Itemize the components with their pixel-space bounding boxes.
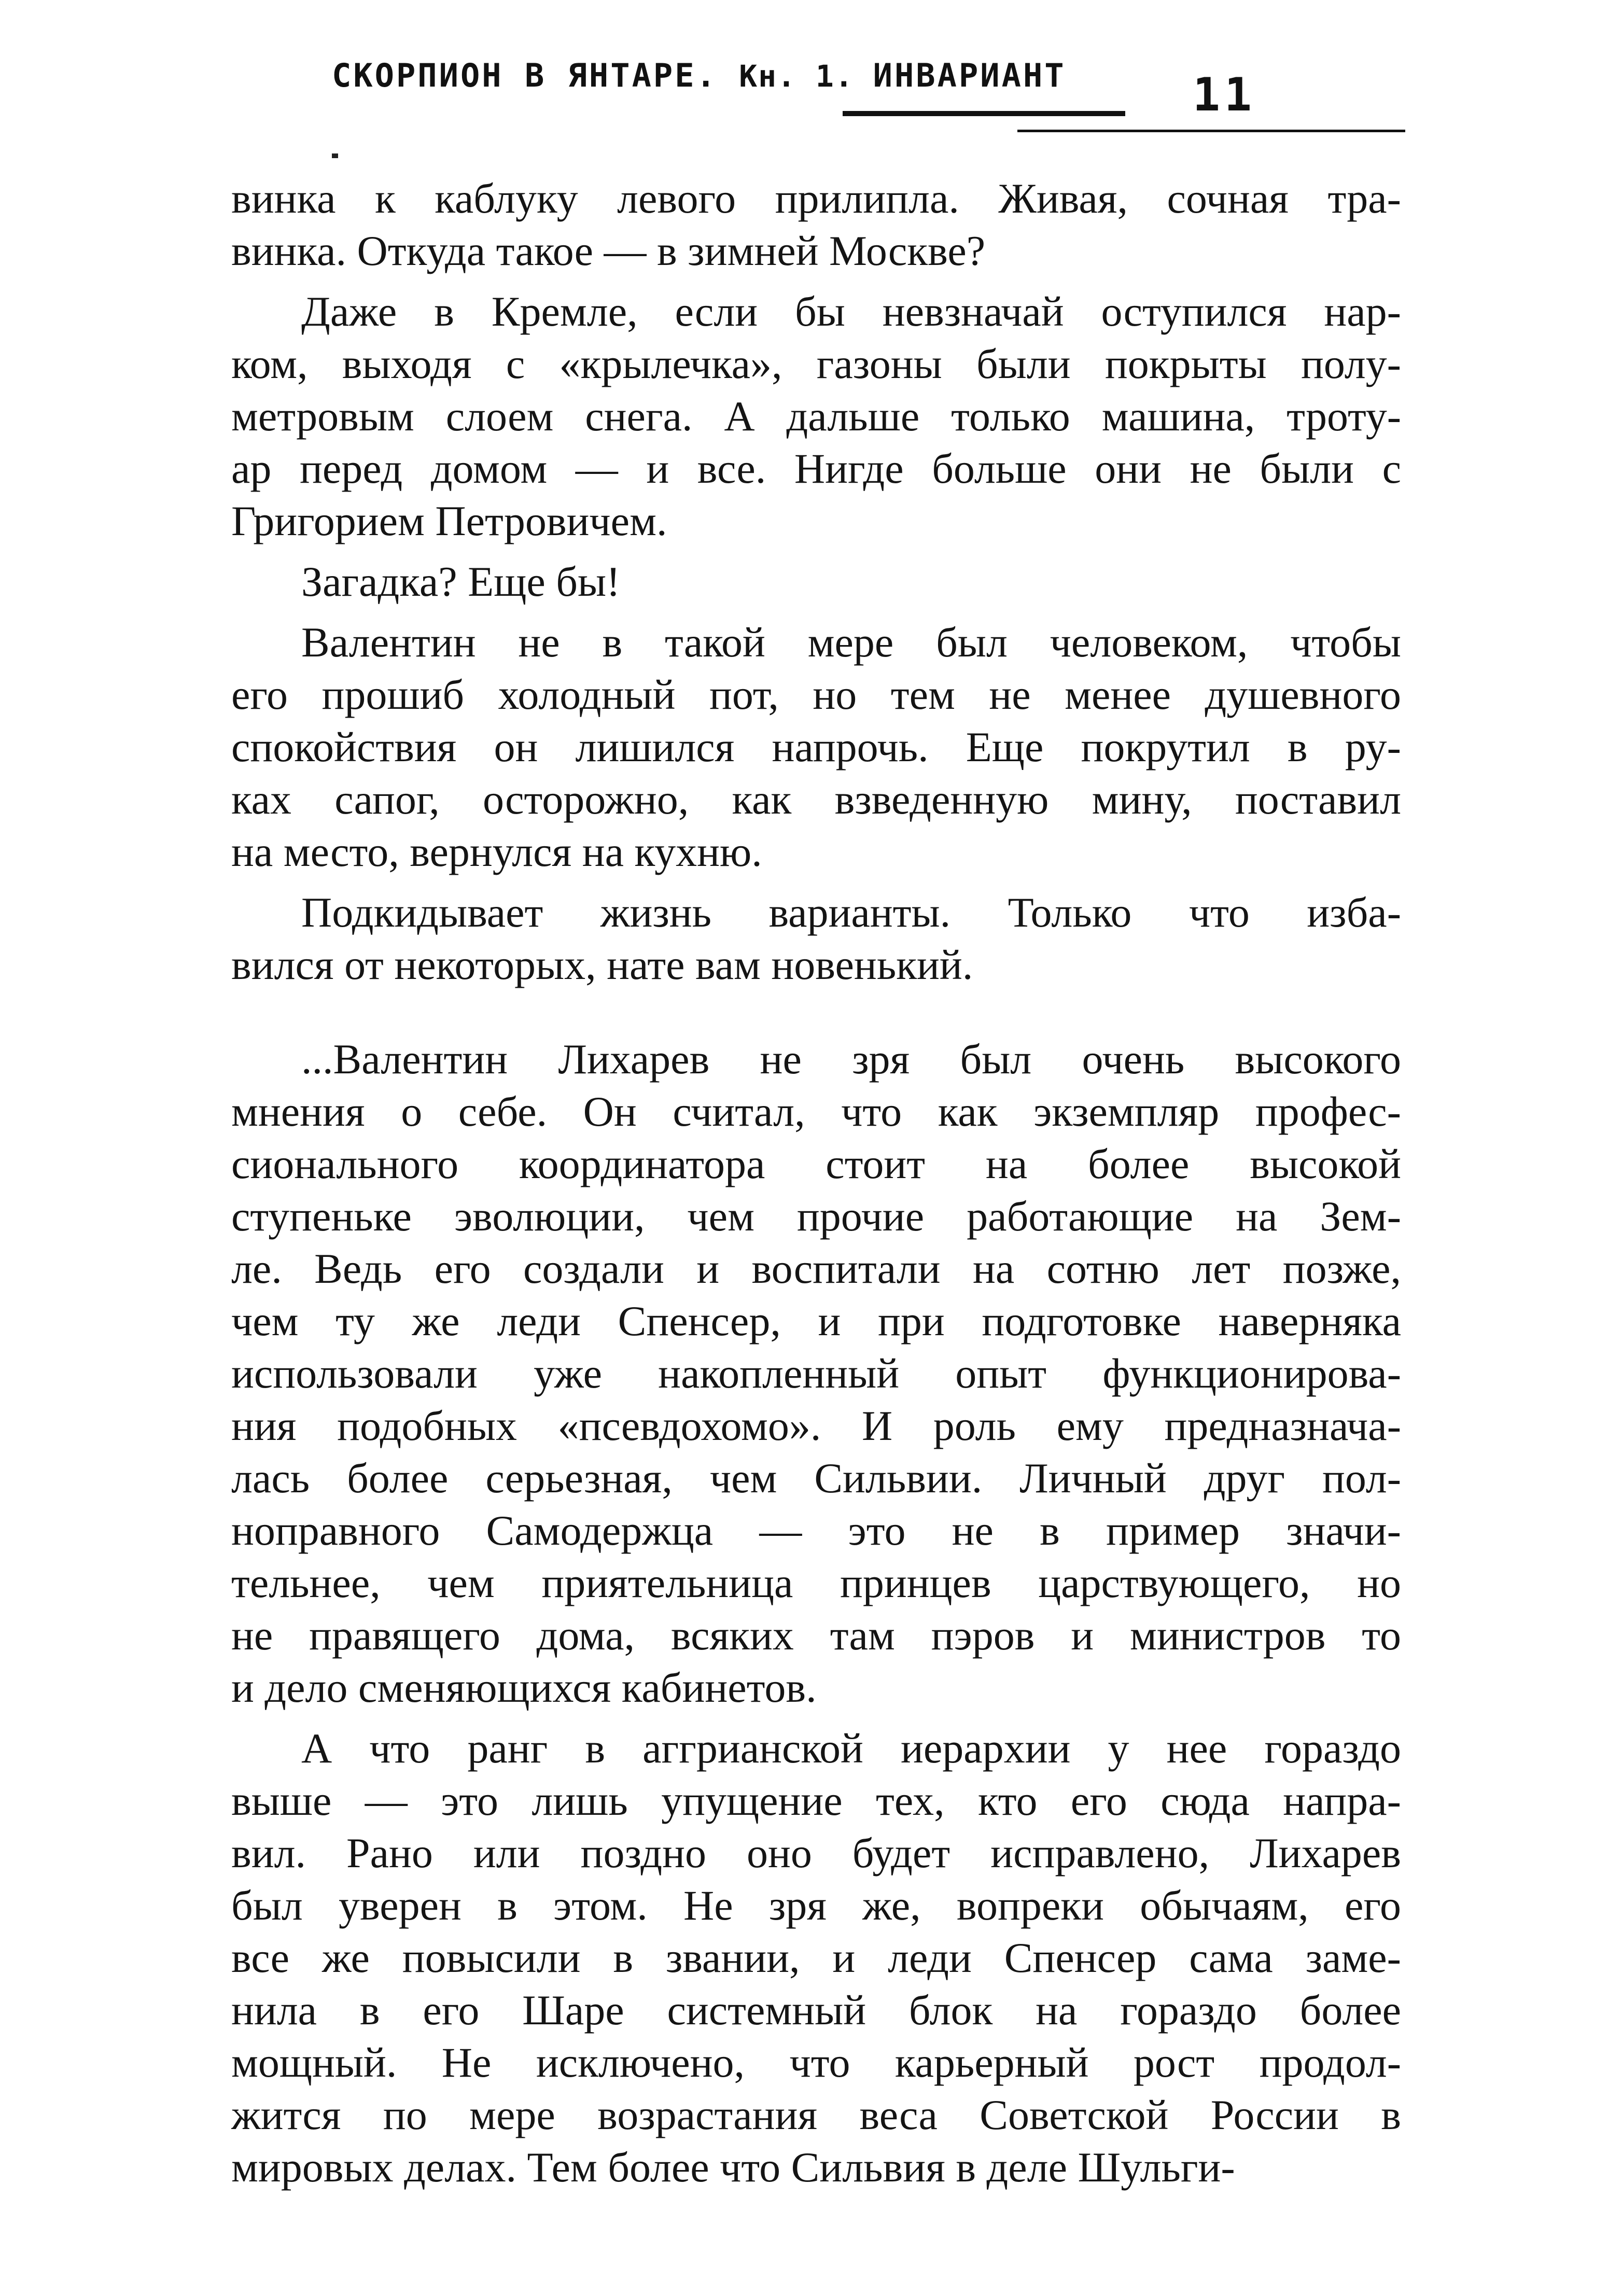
text-line: вил. Рано или поздно оно будет исправлено, Лихарев — [231, 1829, 1401, 1877]
text-line: мощный. Не исключено, что карьерный рост продол- — [231, 2039, 1401, 2086]
text-line: использовали уже накопленный опыт функционирова- — [231, 1350, 1401, 1397]
text-line: ...Валентин Лихарев не зря был очень высокого — [301, 1035, 1401, 1083]
text-line: Григорием Петровичем. — [231, 497, 667, 544]
text-line: винка к каблуку левого прилипла. Живая, сочная тра- — [231, 175, 1401, 222]
text-line: ком, выходя с «крылечка», газоны были покрыты полу- — [231, 340, 1401, 387]
text-line: его прошиб холодный пот, но тем не менее душевного — [231, 671, 1401, 718]
book-title: СКОРПИОН В ЯНТАРЕ. — [332, 57, 739, 94]
text-line: чем ту же леди Спенсер, и при подготовке наверняка — [231, 1297, 1401, 1345]
header-rule-thin — [1017, 130, 1405, 132]
text-line: и дело сменяющихся кабинетов. — [231, 1664, 817, 1711]
text-line: ния подобных «псевдохомо». И роль ему предназнача- — [231, 1402, 1401, 1449]
text-line: ноправного Самодержца — это не в пример значи- — [231, 1507, 1401, 1554]
paragraph — [231, 555, 1401, 608]
paragraph — [231, 1033, 1401, 1714]
paragraph — [231, 172, 1401, 277]
text-line: Валентин не в такой мере был человеком, чтобы — [301, 619, 1401, 666]
paragraph — [231, 1722, 1401, 2193]
text-line: выше — это лишь упущение тех, кто его сюда напра- — [231, 1777, 1401, 1824]
text-line: сионального координатора стоит на более высокой — [231, 1140, 1401, 1187]
text-line: А что ранг в аггрианской иерархии у нее гораздо — [301, 1725, 1401, 1772]
text-line: вился от некоторых, нате вам новенький. — [231, 941, 973, 988]
text-line: спокойствия он лишился напрочь. Еще покрутил в ру- — [231, 723, 1401, 771]
body-text-section-2 — [231, 1033, 1401, 2202]
page-number: 11 — [1193, 68, 1256, 121]
text-line: нила в его Шаре системный блок на гораздо более — [231, 1986, 1401, 2034]
text-line: Загадка? Еще бы! — [301, 558, 621, 605]
paragraph — [231, 616, 1401, 878]
text-line: тельнее, чем приятельница принцев царствующего, но — [231, 1559, 1401, 1606]
text-line: ках сапог, осторожно, как взведенную мину, поставил — [231, 776, 1401, 823]
running-header — [332, 55, 1125, 110]
book-part: Кн. 1. — [739, 59, 873, 94]
book-subtitle: ИНВАРИАНТ — [873, 57, 1066, 94]
text-line: жится по мере возрастания веса Советской России в — [231, 2091, 1401, 2138]
text-line: был уверен в этом. Не зря же, вопреки обычаям, его — [231, 1882, 1401, 1929]
text-line: мировых делах. Тем более что Сильвия в деле Шульги- — [231, 2144, 1235, 2191]
text-line: винка. Откуда такое — в зимней Москве? — [231, 227, 986, 274]
print-speck — [332, 153, 338, 158]
paragraph — [231, 285, 1401, 547]
body-text-section-1 — [231, 172, 1401, 999]
text-line: метровым слоем снега. А дальше только машина, троту- — [231, 393, 1401, 440]
header-rule-thick — [843, 111, 1125, 116]
paragraph — [231, 886, 1401, 991]
text-line: все же повысили в звании, и леди Спенсер сама заме- — [231, 1934, 1401, 1981]
text-line: ар перед домом — и все. Нигде больше они не были с — [231, 445, 1401, 492]
text-line: Даже в Кремле, если бы невзначай оступился нар- — [301, 288, 1401, 335]
text-line: лась более серьезная, чем Сильвии. Личный друг пол- — [231, 1454, 1401, 1502]
text-line: ступеньке эволюции, чем прочие работающие на Зем- — [231, 1193, 1401, 1240]
text-line: мнения о себе. Он считал, что как экземпляр профес- — [231, 1088, 1401, 1135]
text-line: ле. Ведь его создали и воспитали на сотню лет позже, — [231, 1245, 1401, 1292]
text-line: не правящего дома, всяких там пэров и министров то — [231, 1612, 1401, 1659]
text-line: Подкидывает жизнь варианты. Только что изба- — [301, 889, 1401, 936]
text-line: на место, вернулся на кухню. — [231, 828, 762, 875]
